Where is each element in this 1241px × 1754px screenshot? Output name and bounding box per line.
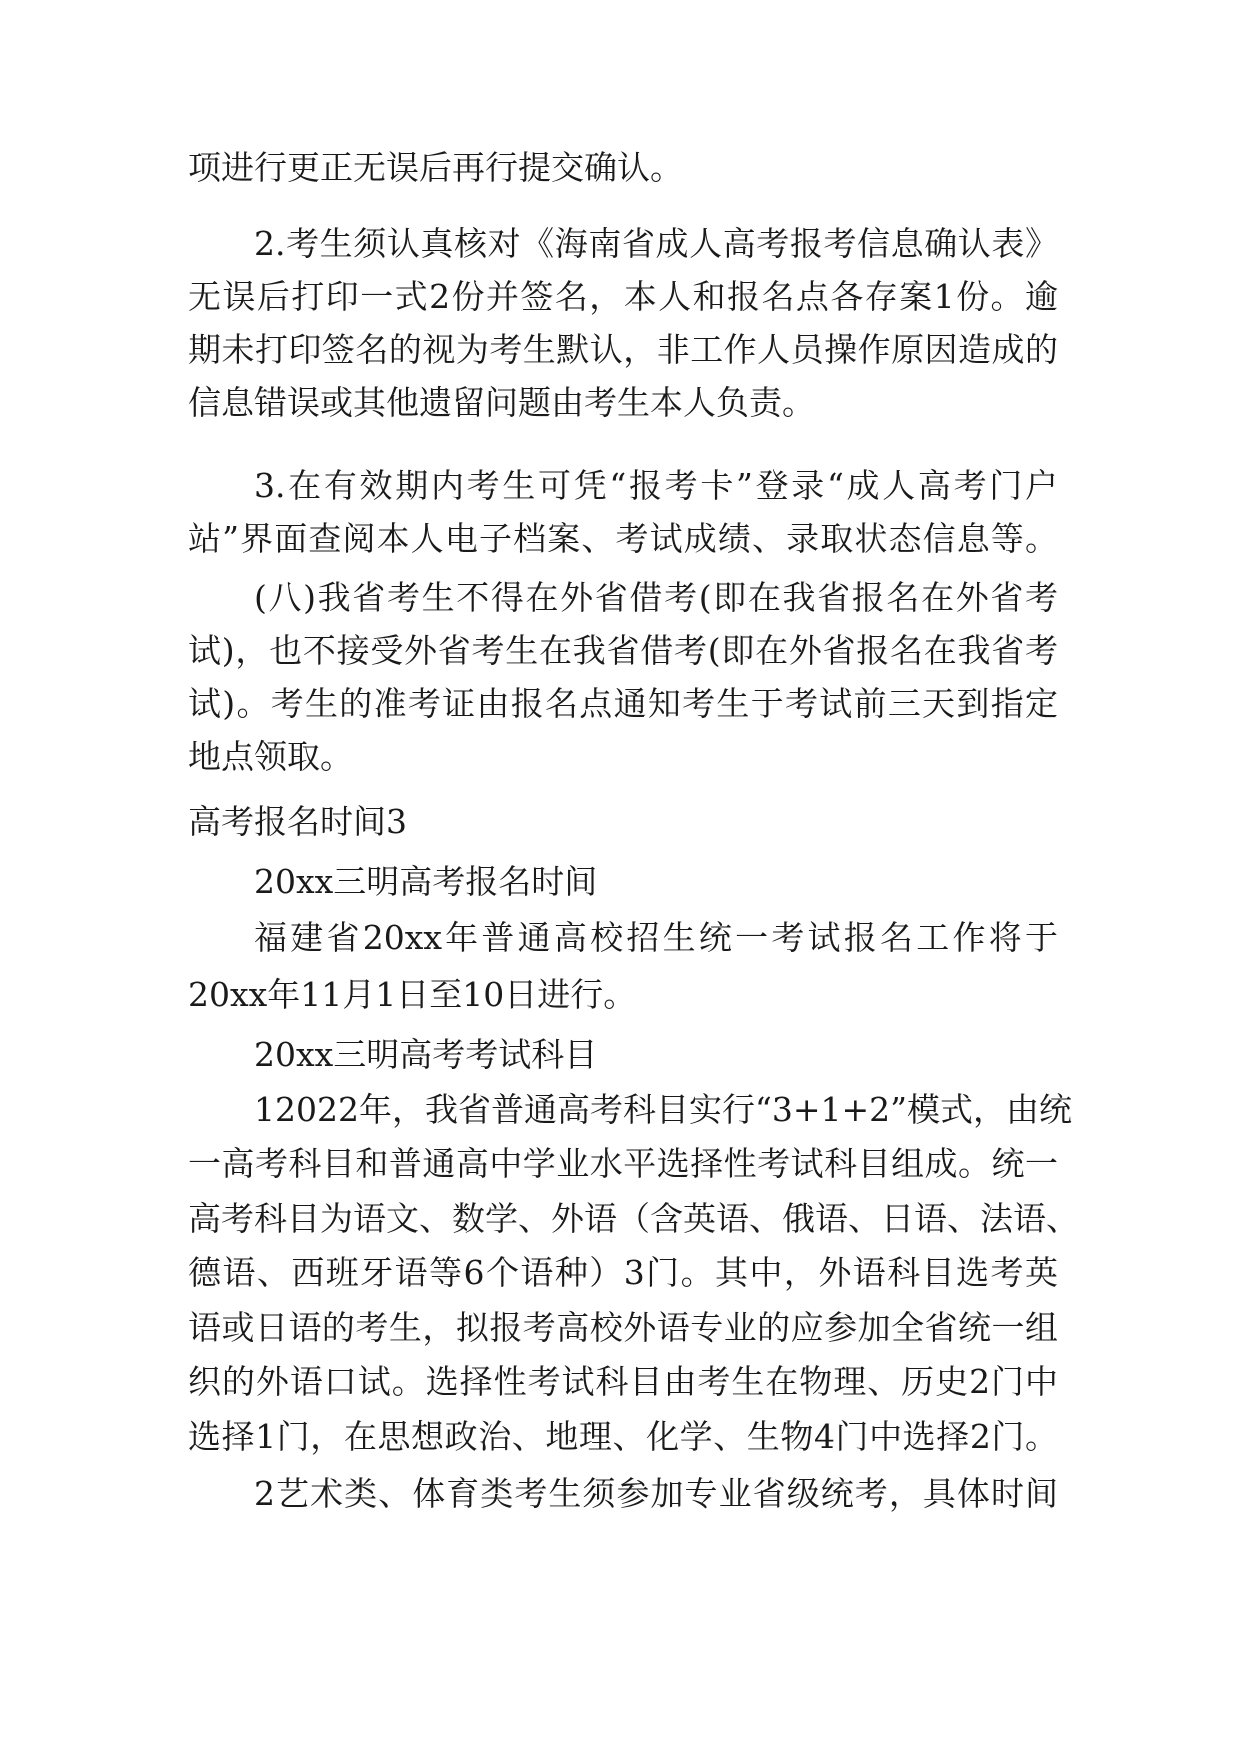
text-line: 期未打印签名的视为考生默认，非工作人员操作原因造成的 — [188, 330, 1058, 369]
text-line: 2艺术类、体育类考生须参加专业省级统考，具体时间 — [254, 1474, 1058, 1513]
text-line: 20xx年11月1日至10日进行。 — [188, 975, 637, 1014]
text-line: 试)。考生的准考证由报名点通知考生于考试前三天到指定 — [188, 684, 1058, 723]
text-line: 12022年，我省普通高考科目实行“3+1+2”模式，由统 — [254, 1090, 1073, 1129]
text-line: 选择1门，在思想政治、地理、化学、生物4门中选择2门。 — [188, 1417, 1058, 1456]
text-line: (八)我省考生不得在外省借考(即在我省报名在外省考 — [254, 578, 1058, 617]
text-line: 德语、西班牙语等6个语种）3门。其中，外语科目选考英 — [188, 1253, 1058, 1292]
section-heading: 高考报名时间3 — [188, 802, 407, 841]
text-line: 项进行更正无误后再行提交确认。 — [188, 148, 683, 187]
text-line: 2.考生须认真核对《海南省成人高考报考信息确认表》 — [254, 224, 1058, 263]
subheading: 20xx三明高考报名时间 — [254, 862, 598, 901]
text-line: 信息错误或其他遗留问题由考生本人负责。 — [188, 383, 815, 422]
text-line: 无误后打印一式2份并签名，本人和报名点各存案1份。逾 — [188, 277, 1058, 316]
text-line: 织的外语口试。选择性考试科目由考生在物理、历史2门中 — [188, 1362, 1058, 1401]
text-line: 地点领取。 — [188, 737, 353, 776]
subheading: 20xx三明高考考试科目 — [254, 1035, 598, 1074]
text-line: 语或日语的考生，拟报考高校外语专业的应参加全省统一组 — [188, 1308, 1058, 1347]
text-line: 高考科目为语文、数学、外语（含英语、俄语、日语、法语、 — [188, 1199, 1079, 1238]
text-line: 一高考科目和普通高中学业水平选择性考试科目组成。统一 — [188, 1144, 1058, 1183]
text-line: 试)，也不接受外省考生在我省借考(即在外省报名在我省考 — [188, 631, 1058, 670]
text-line: 福建省20xx年普通高校招生统一考试报名工作将于 — [254, 918, 1058, 957]
text-line: 3.在有效期内考生可凭“报考卡”登录“成人高考门户 — [254, 466, 1058, 505]
text-line: 站”界面查阅本人电子档案、考试成绩、录取状态信息等。 — [188, 519, 1058, 558]
